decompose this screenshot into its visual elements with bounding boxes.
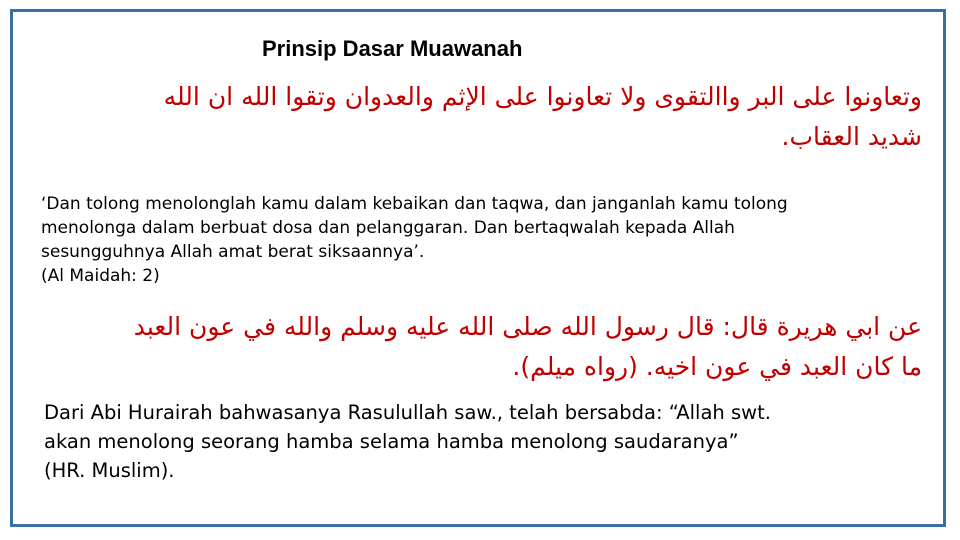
slide-title: Prinsip Dasar Muawanah bbox=[262, 36, 523, 61]
hadith-translation-line: Dari Abi Hurairah bahwasanya Rasulullah saw., telah bersabda: “Allah swt. bbox=[44, 401, 771, 424]
verse-translation-line: menolonga dalam berbuat dosa dan pelanggaran. Dan bertaqwalah kepada Allah bbox=[41, 218, 735, 238]
hadith-arabic-line-1: عن ابي هريرة قال: قال رسول الله صلى الله عليه وسلم والله في عون العبد bbox=[133, 312, 922, 341]
verse-arabic-line-2: شديد العقاب. bbox=[781, 122, 922, 151]
verse-translation-line: ‘Dan tolong menolonglah kamu dalam kebaikan dan taqwa, dan janganlah kamu tolong bbox=[41, 194, 788, 214]
hadith-translation bbox=[44, 398, 924, 485]
hadith-translation-line: akan menolong seorang hamba selama hamba menolong saudaranya” bbox=[44, 430, 739, 453]
hadith-arabic-line-2: ما كان العبد في عون اخيه. (رواه ميلم). bbox=[512, 352, 922, 381]
verse-arabic-line-1: وتعاونوا على البر واالتقوى ولا تعاونوا على الإثم والعدوان وتقوا الله ان الله bbox=[163, 82, 922, 111]
verse-translation bbox=[41, 192, 921, 288]
verse-reference: (Al Maidah: 2) bbox=[41, 266, 160, 286]
hadith-reference: (HR. Muslim). bbox=[44, 459, 175, 482]
verse-translation-line: sesungguhnya Allah amat berat siksaannya’. bbox=[41, 242, 425, 262]
